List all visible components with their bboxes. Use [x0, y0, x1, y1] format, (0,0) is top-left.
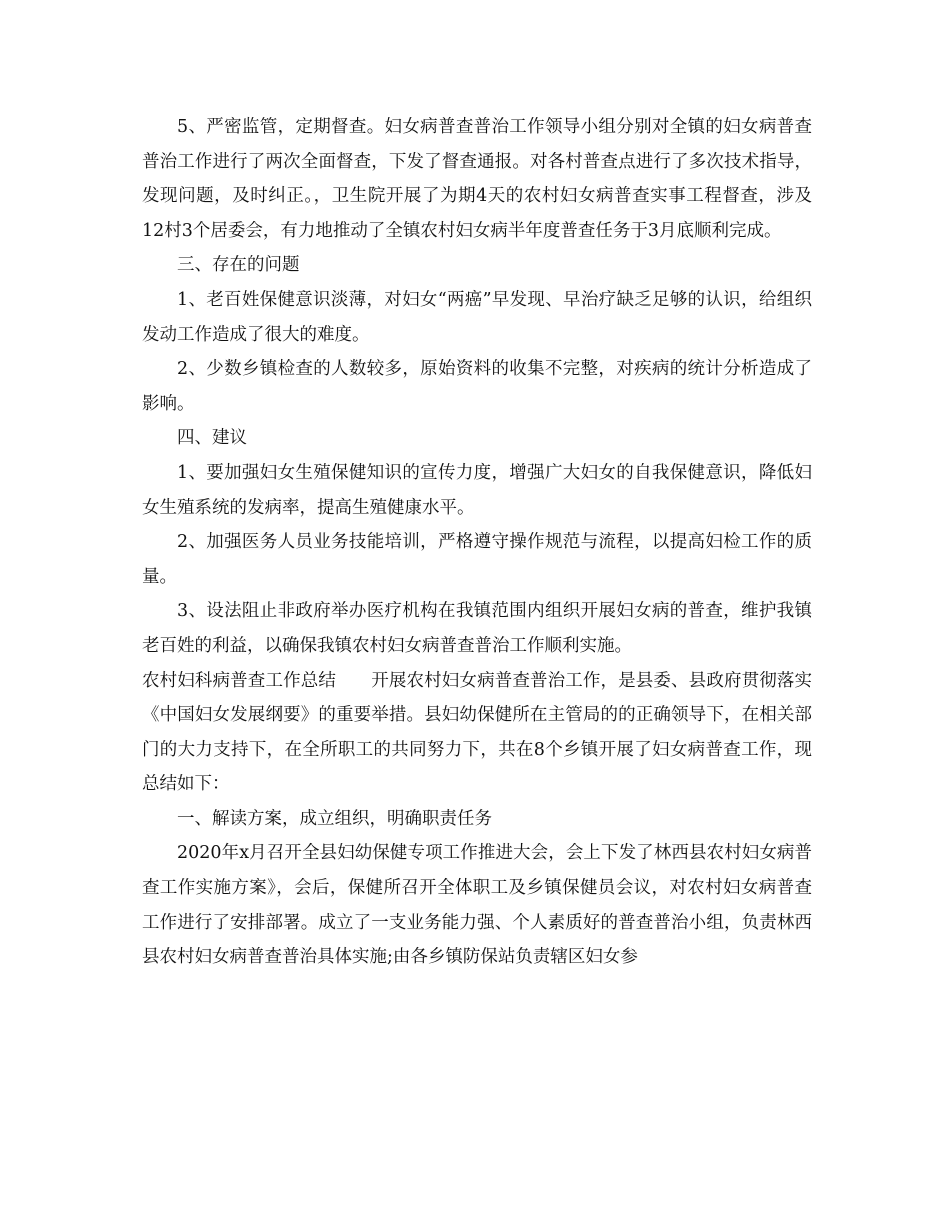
paragraph-suggestion-3: 3、设法阻止非政府举办医疗机构在我镇范围内组织开展妇女病的普查，维护我镇老百姓的利益，以确保我镇农村妇女病普查普治工作顺利实施。: [142, 601, 812, 656]
heading-existing-problems: 三、存在的问题: [177, 255, 300, 276]
heading-organize: 一、解读方案，成立组织，明确职责任务: [177, 808, 492, 829]
heading-suggestions: 四、建议: [177, 428, 247, 449]
paragraph-summary-intro: 农村妇科病普查工作总结 开展农村妇女病普查普治工作，是县委、县政府贯彻落实《中国妇女发展纲要》的重要举措。县妇幼保健所在主管局的的正确领导下，在相关部门的大力支持下，在全所职工的共同努力下，共在8个乡镇开展了妇女病普查工作，现总结如下：: [142, 670, 812, 795]
paragraph-suggestion-1: 1、要加强妇女生殖保健知识的宣传力度，增强广大妇女的自我保健意识，降低妇女生殖系统的发病率，提高生殖健康水平。: [142, 462, 812, 518]
document-body: [142, 110, 812, 975]
paragraph-meeting: 2020年x月召开全县妇幼保健专项工作推进大会，会上下发了林西县农村妇女病普查工作实施方案》，会后，保健所召开全体职工及乡镇保健员会议，对农村妇女病普查工作进行了安排部署。成立了一支业务能力强、个人素质好的普查普治小组，负责林西县农村妇女病普查普治具体实施;由各乡镇防保站负责辖区妇女参: [142, 843, 812, 968]
paragraph-problem-2: 2、少数乡镇检查的人数较多，原始资料的收集不完整，对疾病的统计分析造成了影响。: [142, 359, 812, 414]
paragraph-supervision: 5、严密监管，定期督查。妇女病普查普治工作领导小组分别对全镇的妇女病普查普治工作进行了两次全面督查，下发了督查通报。对各村普查点进行了多次技术指导，发现问题，及时纠正。，卫生院开展了为期4天的农村妇女病普查实事工程督查，涉及12村3个居委会，有力地推动了全镇农村妇女病半年度普查任务于3月底顺利完成。: [142, 117, 812, 241]
paragraph-problem-1: 1、老百姓保健意识淡薄，对妇女“两癌”早发现、早治疗缺乏足够的认识，给组织发动工作造成了很大的难度。: [142, 289, 812, 345]
paragraph-suggestion-2: 2、加强医务人员业务技能培训，严格遵守操作规范与流程，以提高妇检工作的质量。: [142, 532, 812, 587]
